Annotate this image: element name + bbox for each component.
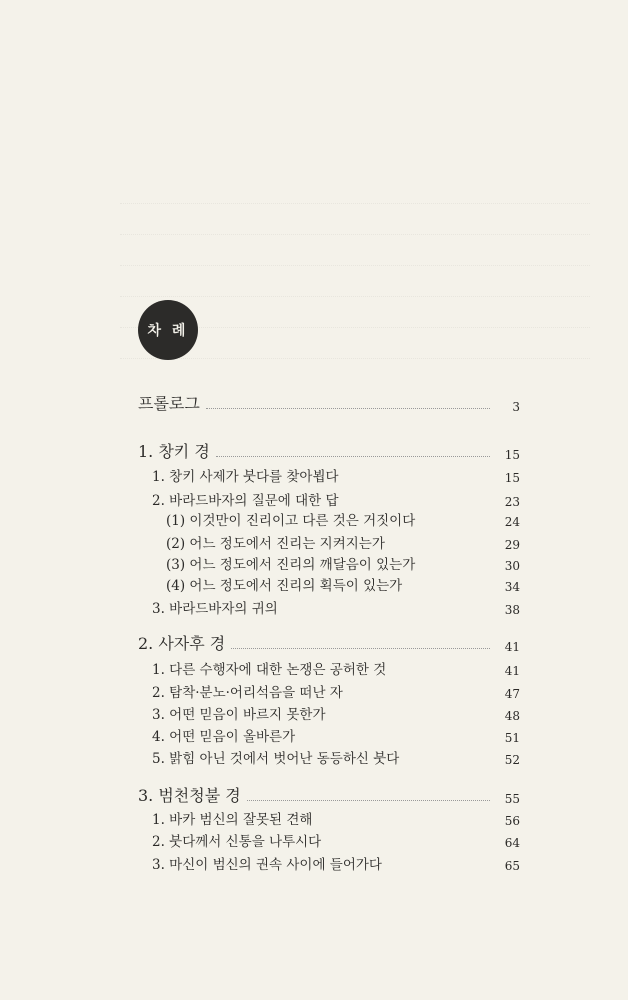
- toc-page-number: 47: [504, 687, 520, 701]
- toc-entry: [152, 679, 520, 701]
- toc-page-number: 65: [504, 859, 520, 873]
- toc-chapter: [138, 440, 520, 462]
- toc-title: (1) 이것만이 진리이고 다른 것은 거짓이다: [166, 513, 416, 529]
- toc-page-number: 41: [504, 664, 520, 678]
- toc-title: 3. 마신이 범신의 권속 사이에 들어가다: [152, 857, 382, 873]
- toc-entry: [152, 851, 520, 873]
- toc-page-number: 38: [504, 603, 520, 617]
- toc-title: 2. 붓다께서 신통을 나투시다: [152, 834, 322, 850]
- toc-page-number: 23: [504, 495, 520, 509]
- dot-leader: [247, 800, 490, 801]
- toc-title: 3. 바라드바자의 귀의: [152, 601, 278, 617]
- toc-title: 2. 사자후 경: [138, 634, 226, 653]
- toc-chapter: [138, 784, 520, 806]
- contents-badge: 차 례: [138, 300, 198, 360]
- toc-title: 2. 탐착·분노·어리석음을 떠난 자: [152, 685, 343, 701]
- toc-entry: [152, 745, 520, 767]
- dot-leader: [231, 648, 490, 649]
- toc-entry: [166, 530, 520, 552]
- toc-entry: [152, 723, 520, 745]
- toc-title: (2) 어느 정도에서 진리는 지켜지는가: [166, 536, 385, 552]
- toc-entry: [152, 806, 520, 828]
- toc-entry: [152, 701, 520, 723]
- toc-page-number: 64: [504, 836, 520, 850]
- toc-entry: [152, 656, 520, 678]
- toc-entry: [166, 551, 520, 573]
- toc-page-number: 15: [504, 471, 520, 485]
- toc-title: 5. 밝힘 아닌 것에서 벗어난 동등하신 붓다: [152, 751, 400, 767]
- toc-title: 3. 어떤 믿음이 바르지 못한가: [152, 707, 326, 723]
- toc-title: (4) 어느 정도에서 진리의 획득이 있는가: [166, 578, 403, 594]
- toc-entry: [166, 507, 520, 529]
- toc-page-number: 30: [504, 559, 520, 573]
- dot-leader: [206, 408, 490, 409]
- toc-page-number: 15: [504, 448, 520, 462]
- toc-title: 프롤로그: [138, 394, 200, 413]
- toc-entry: [152, 487, 520, 509]
- toc-page-number: 51: [504, 731, 520, 745]
- toc-chapter: [138, 392, 520, 414]
- toc-entry: [152, 595, 520, 617]
- toc-page-number: 52: [504, 753, 520, 767]
- toc-page-number: 48: [504, 709, 520, 723]
- toc-title: 2. 바라드바자의 질문에 대한 답: [152, 493, 339, 509]
- toc-title: (3) 어느 정도에서 진리의 깨달음이 있는가: [166, 557, 416, 573]
- toc-title: 4. 어떤 믿음이 올바른가: [152, 729, 296, 745]
- toc-title: 1. 창키 사제가 붓다를 찾아뵙다: [152, 469, 339, 485]
- toc-chapter: [138, 632, 520, 654]
- toc-title: 1. 창키 경: [138, 442, 210, 461]
- toc-page-number: 3: [512, 400, 520, 414]
- toc-page-number: 29: [504, 538, 520, 552]
- dot-leader: [216, 456, 490, 457]
- toc-title: 1. 바카 범신의 잘못된 견해: [152, 812, 313, 828]
- toc-entry: [166, 572, 520, 594]
- toc-page-number: 24: [504, 515, 520, 529]
- toc-entry: [152, 463, 520, 485]
- toc-page-number: 34: [504, 580, 520, 594]
- toc-page-number: 55: [504, 792, 520, 806]
- toc-page-number: 41: [504, 640, 520, 654]
- toc-entry: [152, 828, 520, 850]
- toc-title: 1. 다른 수행자에 대한 논쟁은 공허한 것: [152, 662, 387, 678]
- toc-page-number: 56: [504, 814, 520, 828]
- toc-title: 3. 범천청불 경: [138, 786, 241, 805]
